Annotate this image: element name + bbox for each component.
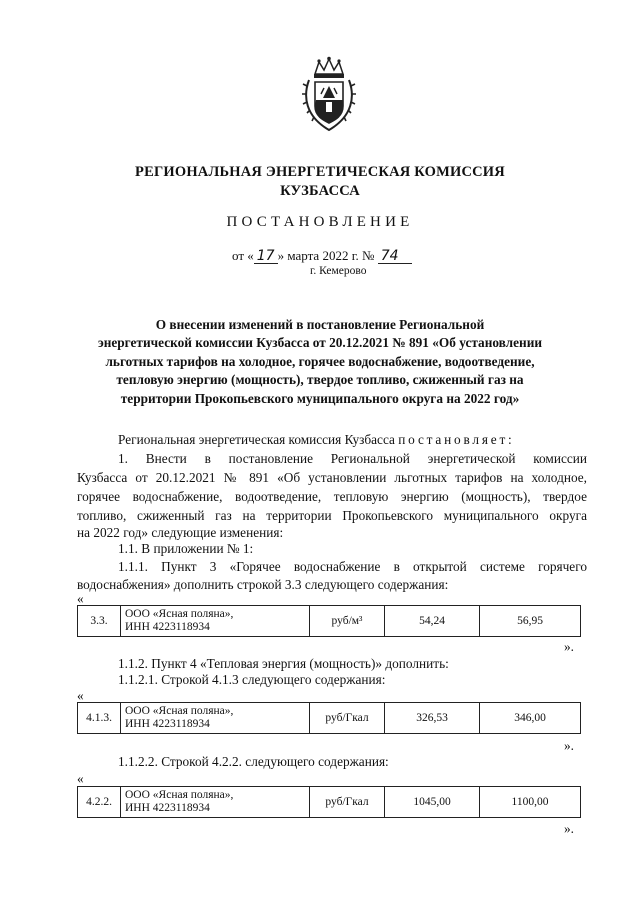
organization: ООО «Ясная поляна», ИНН 4223118934 xyxy=(121,787,310,818)
open-quote: « xyxy=(77,591,84,606)
organization: ООО «Ясная поляна», ИНН 4223118934 xyxy=(121,606,310,637)
handwritten-day: 17 xyxy=(254,250,278,264)
tariff-value-2: 346,00 xyxy=(480,703,581,734)
item-1-1: 1.1. В приложении № 1: xyxy=(118,541,254,556)
close-quote: ». xyxy=(564,738,574,753)
item-1-1-1-line: водоснабжения» дополнить строкой 3.3 следующего содержания: xyxy=(77,577,449,592)
tariff-table-4-2-2 xyxy=(77,786,581,818)
unit: руб/м³ xyxy=(310,606,385,637)
close-quote: ». xyxy=(564,821,574,836)
item-1-line: на 2022 год» следующие изменения: xyxy=(77,525,284,540)
intro-paragraph xyxy=(118,432,515,448)
title-line: энергетической комиссии Кузбасса от 20.12.2021 № 891 «Об установлении xyxy=(97,335,543,351)
city: г. Кемерово xyxy=(310,265,367,277)
unit: руб/Гкал xyxy=(310,787,385,818)
row-number: 4.2.2. xyxy=(78,787,121,818)
item-1-line: 1. Внести в постановление Региональной энергетической комиссии xyxy=(118,451,587,466)
row-number: 4.1.3. xyxy=(78,703,121,734)
item-1-line: горячее водоснабжение, водоотведение, тепловую энергию (мощность), твердое xyxy=(77,489,587,504)
item-1-line: Кузбасса от 20.12.2021 № 891 «Об установлении льготных тарифов на холодное, xyxy=(77,470,587,485)
tariff-value-1: 54,24 xyxy=(385,606,480,637)
handwritten-number: 74 xyxy=(378,250,412,264)
tariff-table-3-3 xyxy=(77,605,581,637)
tariff-value-2: 56,95 xyxy=(480,606,581,637)
organization: ООО «Ясная поляна», ИНН 4223118934 xyxy=(121,703,310,734)
table-row xyxy=(78,606,581,637)
table-row xyxy=(78,787,581,818)
document-title xyxy=(60,316,580,408)
open-quote: « xyxy=(77,688,84,703)
kuzbass-coat-of-arms-icon xyxy=(301,56,357,134)
date-middle: » марта 2022 г. № xyxy=(277,248,375,263)
title-line: территории Прокопьевского муниципального округа на 2022 год» xyxy=(120,390,520,406)
unit: руб/Гкал xyxy=(310,703,385,734)
tariff-value-2: 1100,00 xyxy=(480,787,581,818)
intro-text: Региональная энергетическая комиссия Кузбасса xyxy=(118,432,395,447)
intro-decree-word: постановляет: xyxy=(398,432,515,447)
document-type: ПОСТАНОВЛЕНИЕ xyxy=(226,214,414,230)
title-line: О внесении изменений в постановление Региональной xyxy=(155,317,485,332)
close-quote: ». xyxy=(564,639,574,654)
agency-region: КУЗБАССА xyxy=(280,183,360,199)
item-1-1-2-1: 1.1.2.1. Строкой 4.1.3 следующего содержания: xyxy=(118,672,386,687)
row-number: 3.3. xyxy=(78,606,121,637)
item-1-1-1-line: 1.1.1. Пункт 3 «Горячее водоснабжение в открытой системе горячего xyxy=(118,559,587,574)
title-line: льготных тарифов на холодное, горячее водоснабжение, водоотведение, xyxy=(105,353,535,369)
title-line: тепловую энергию (мощность), твердое топливо, сжиженный газ на xyxy=(116,372,524,388)
tariff-value-1: 326,53 xyxy=(385,703,480,734)
item-1-1-2: 1.1.2. Пункт 4 «Тепловая энергия (мощность)» дополнить: xyxy=(118,656,449,671)
open-quote: « xyxy=(77,771,84,786)
tariff-value-1: 1045,00 xyxy=(385,787,480,818)
agency-name: РЕГИОНАЛЬНАЯ ЭНЕРГЕТИЧЕСКАЯ КОМИССИЯ xyxy=(135,164,505,180)
item-1-1-2-2: 1.1.2.2. Строкой 4.2.2. следующего содержания: xyxy=(118,754,389,769)
tariff-table-4-1-3 xyxy=(77,702,581,734)
table-row xyxy=(78,703,581,734)
item-1-line: топливо, сжиженный газ на территории Прокопьевского муниципального округа xyxy=(77,508,587,523)
date-line xyxy=(232,248,412,264)
date-prefix: от « xyxy=(232,248,254,263)
